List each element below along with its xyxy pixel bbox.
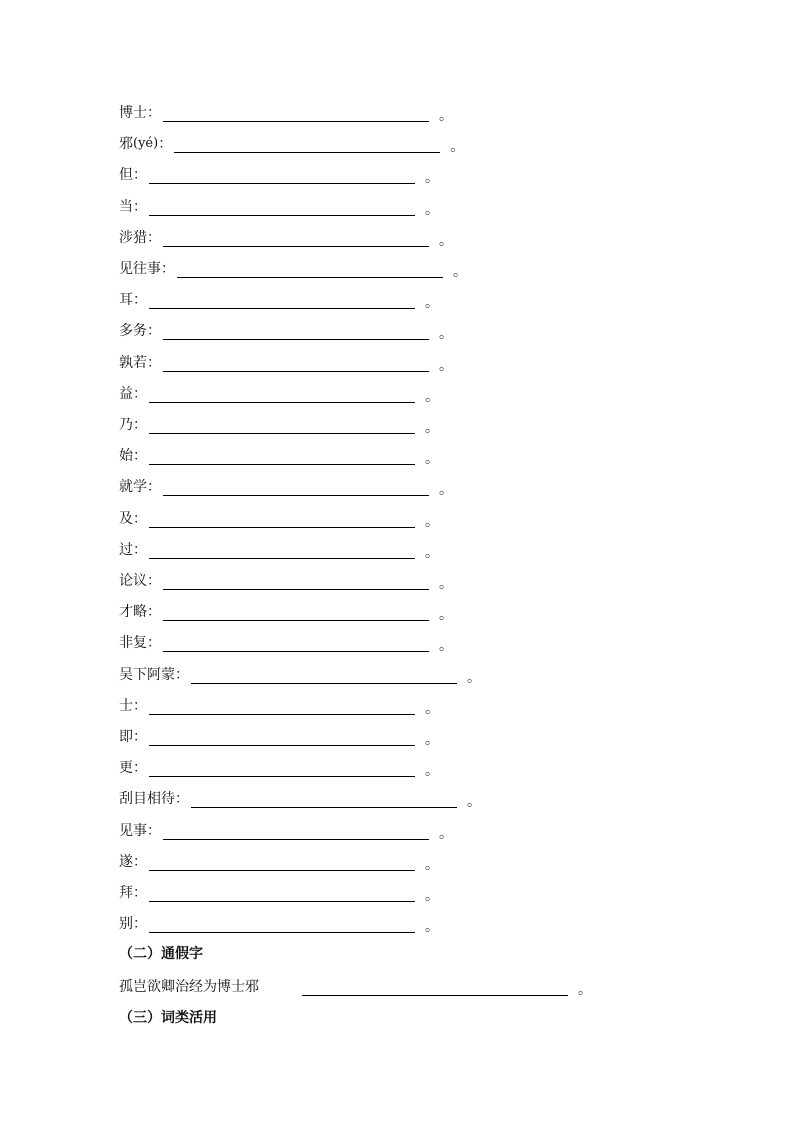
vocab-line <box>119 381 439 403</box>
vocab-term: 博士 <box>119 105 147 121</box>
colon-mark: ： <box>133 853 147 870</box>
answer-blank[interactable] <box>149 448 415 465</box>
answer-blank[interactable] <box>149 417 415 434</box>
period-mark: 。 <box>425 919 439 936</box>
vocab-term: 非复 <box>119 635 147 652</box>
colon-mark: ： <box>133 385 147 402</box>
vocab-line <box>119 630 453 655</box>
answer-blank[interactable] <box>163 604 429 621</box>
answer-blank[interactable] <box>174 136 440 153</box>
section-heading-cileihuoyong: （三）词类活用 <box>119 1010 217 1026</box>
vocab-term: 及 <box>119 510 133 527</box>
colon-mark: ： <box>147 105 161 121</box>
answer-blank[interactable] <box>149 854 415 871</box>
vocab-term: 益 <box>119 385 133 402</box>
colon-mark: ： <box>133 541 147 558</box>
colon-mark: ： <box>147 323 161 340</box>
vocab-term: 吴下阿蒙 <box>119 666 175 683</box>
answer-blank[interactable] <box>149 729 415 746</box>
period-mark: 。 <box>425 888 439 904</box>
vocab-term: 过 <box>119 541 133 558</box>
vocab-line <box>119 225 453 247</box>
vocab-term: 孰若 <box>119 354 147 371</box>
vocab-pinyin: (yé) <box>133 136 159 152</box>
answer-blank[interactable] <box>163 573 429 590</box>
colon-mark: ： <box>133 292 147 309</box>
answer-blank[interactable] <box>149 542 415 559</box>
colon-mark: ： <box>133 885 147 901</box>
vocab-line <box>119 786 481 811</box>
period-mark: 。 <box>425 420 439 436</box>
vocab-term: 遂 <box>119 853 133 870</box>
vocab-term: 多务 <box>119 323 147 340</box>
colon-mark: ： <box>133 697 147 714</box>
vocab-term: 乃 <box>119 417 133 433</box>
vocab-term: 始 <box>119 448 133 465</box>
answer-blank[interactable] <box>149 760 415 777</box>
answer-blank[interactable] <box>191 667 457 684</box>
colon-mark: ： <box>147 573 161 589</box>
period-mark: 。 <box>439 638 453 655</box>
vocab-line <box>119 474 453 499</box>
colon-mark: ： <box>147 604 161 621</box>
answer-blank[interactable] <box>149 292 415 309</box>
period-mark: 。 <box>439 326 453 343</box>
period-mark: 。 <box>425 700 439 717</box>
answer-blank[interactable] <box>191 791 457 808</box>
period-mark: 。 <box>425 388 439 405</box>
vocab-term: 耳 <box>119 292 133 309</box>
colon-mark: ： <box>133 198 147 215</box>
vocab-line <box>119 412 439 434</box>
answer-blank[interactable] <box>149 885 415 902</box>
tongjiazi-line <box>119 974 592 996</box>
period-mark: 。 <box>439 357 453 374</box>
period-mark: 。 <box>425 295 439 312</box>
period-mark: 。 <box>425 732 439 748</box>
colon-mark: ： <box>175 666 189 683</box>
vocab-term: 才略 <box>119 604 147 621</box>
period-mark: 。 <box>467 669 481 686</box>
vocab-term: 别 <box>119 916 133 933</box>
answer-blank[interactable] <box>177 261 443 278</box>
period-mark: 。 <box>425 763 439 780</box>
period-mark: 。 <box>425 201 439 218</box>
vocab-line <box>119 568 453 590</box>
period-mark: 。 <box>439 825 453 842</box>
answer-blank[interactable] <box>302 979 568 996</box>
vocab-line <box>119 443 439 468</box>
period-mark: 。 <box>439 108 453 124</box>
period-mark: 。 <box>439 576 453 592</box>
colon-mark: ： <box>147 229 161 246</box>
colon-mark: ： <box>147 635 161 652</box>
colon-mark: ： <box>133 167 147 184</box>
vocab-term: 拜 <box>119 885 133 901</box>
answer-blank[interactable] <box>149 167 415 184</box>
vocab-term: 涉猎 <box>119 229 147 246</box>
colon-mark: ： <box>158 136 173 153</box>
vocab-line <box>119 350 453 372</box>
tongjiazi-sentence: 孤岂欲卿治经为博士邪 <box>119 979 259 995</box>
period-mark: 。 <box>425 170 439 187</box>
vocab-line <box>119 818 453 840</box>
answer-blank[interactable] <box>149 916 415 933</box>
colon-mark: ： <box>147 822 161 839</box>
vocab-term: 论议 <box>119 573 147 589</box>
period-mark: 。 <box>425 544 439 561</box>
colon-mark: ： <box>147 479 161 496</box>
answer-blank[interactable] <box>149 511 415 528</box>
vocab-line <box>119 162 439 187</box>
answer-blank[interactable] <box>163 635 429 652</box>
period-mark: 。 <box>439 607 453 624</box>
vocab-line <box>119 100 453 122</box>
period-mark: 。 <box>578 982 592 998</box>
vocab-line <box>119 256 467 278</box>
answer-blank[interactable] <box>149 698 415 715</box>
vocab-term: 见事 <box>119 822 147 839</box>
vocab-line <box>119 287 439 312</box>
section-heading-tongjiazi: （二）通假字 <box>119 946 203 962</box>
colon-mark: ： <box>133 729 147 745</box>
answer-blank[interactable] <box>163 230 429 247</box>
answer-blank[interactable] <box>163 323 429 340</box>
vocab-line <box>119 131 465 156</box>
vocab-line <box>119 506 439 528</box>
answer-blank[interactable] <box>163 823 429 840</box>
vocab-line <box>119 662 481 684</box>
vocab-term: 刮目相待 <box>119 791 175 808</box>
period-mark: 。 <box>425 513 439 530</box>
vocab-line <box>119 724 439 746</box>
vocab-line <box>119 880 439 902</box>
answer-blank[interactable] <box>149 199 415 216</box>
answer-blank[interactable] <box>149 386 415 403</box>
colon-mark: ： <box>175 791 189 808</box>
colon-mark: ： <box>133 916 147 933</box>
period-mark: 。 <box>439 232 453 249</box>
period-mark: 。 <box>425 451 439 468</box>
vocab-line <box>119 537 439 559</box>
period-mark: 。 <box>425 856 439 873</box>
vocab-line <box>119 599 453 624</box>
period-mark: 。 <box>453 264 467 280</box>
period-mark: 。 <box>450 139 465 156</box>
vocab-line <box>119 911 439 936</box>
vocab-term: 但 <box>119 167 133 184</box>
vocab-line <box>119 755 439 780</box>
vocab-term: 就学 <box>119 479 147 496</box>
vocab-term: 士 <box>119 697 133 714</box>
answer-blank[interactable] <box>163 105 429 122</box>
answer-blank[interactable] <box>163 479 429 496</box>
vocab-term: 即 <box>119 729 133 745</box>
vocab-term: 邪 <box>119 136 133 153</box>
vocab-line <box>119 318 453 343</box>
vocab-term: 见往事 <box>119 261 161 277</box>
period-mark: 。 <box>439 482 453 499</box>
colon-mark: ： <box>133 448 147 465</box>
colon-mark: ： <box>147 354 161 371</box>
vocab-term: 当 <box>119 198 133 215</box>
colon-mark: ： <box>133 760 147 777</box>
period-mark: 。 <box>467 794 481 811</box>
colon-mark: ： <box>133 510 147 527</box>
colon-mark: ： <box>161 261 175 277</box>
answer-blank[interactable] <box>163 355 429 372</box>
colon-mark: ： <box>133 417 147 433</box>
vocab-line <box>119 194 439 216</box>
vocab-term: 更 <box>119 760 133 777</box>
vocab-line <box>119 693 439 715</box>
vocab-line <box>119 849 439 871</box>
